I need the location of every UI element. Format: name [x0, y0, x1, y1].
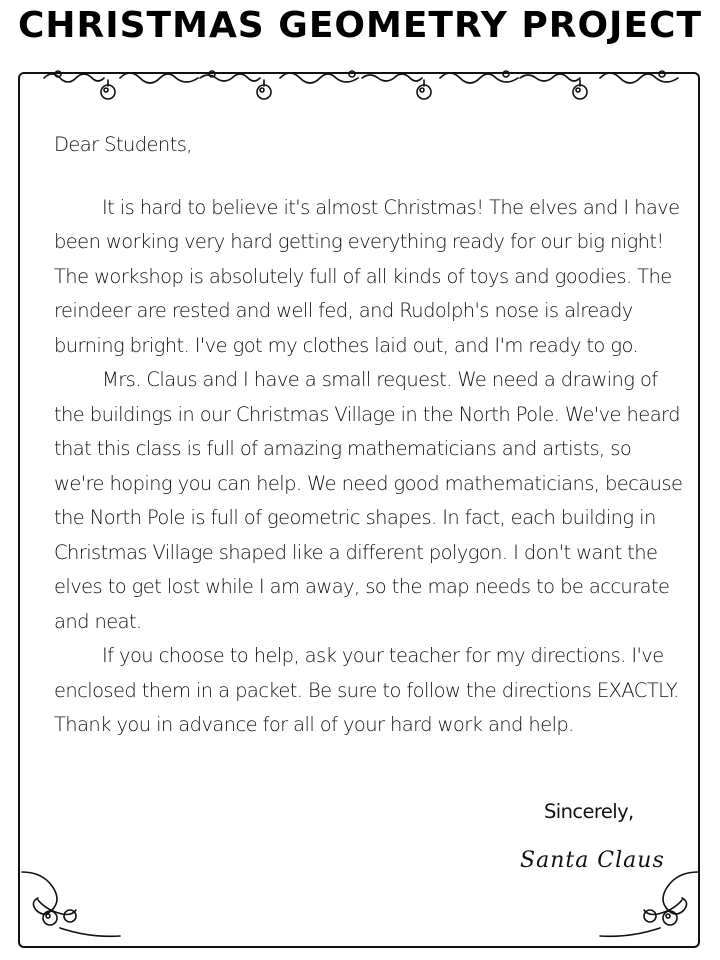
- letter-paragraph-3: If you choose to help, ask your teacher for my directions. I've enclosed them in a packet. Be sure to follow the directions EXACTLY. Thank you in advance for all of your hard work and help.: [54, 644, 679, 736]
- letter-closing: Sincerely,: [544, 800, 634, 823]
- document-title: CHRISTMAS GEOMETRY PROJECT: [17, 5, 703, 46]
- letter-body: [54, 128, 684, 743]
- letter-paragraph-2: Mrs. Claus and I have a small request. We need a drawing of the buildings in our Christmas Village in the North Pole. We've heard that this class is full of amazing mathematicians and artists, so we're hoping you can help. We need good mathematicians, because the North Pole is full of geometric shapes. In fact, each building in Christmas Village shaped like a different polygon. I don't want the elves to get lost while I am away, so the map needs to be accurate and neat.: [54, 368, 683, 633]
- signature: Santa Claus: [520, 848, 665, 873]
- letter-salutation: Dear Students,: [54, 133, 192, 156]
- letter-paragraph-1: It is hard to believe it's almost Christmas! The elves and I have been working very hard getting everything ready for our big night! The workshop is absolutely full of all kinds of toys and goodies. The reindeer are rested and well fed, and Rudolph's nose is already burning bright. I've got my clothes laid out, and I'm ready to go.: [54, 195, 680, 357]
